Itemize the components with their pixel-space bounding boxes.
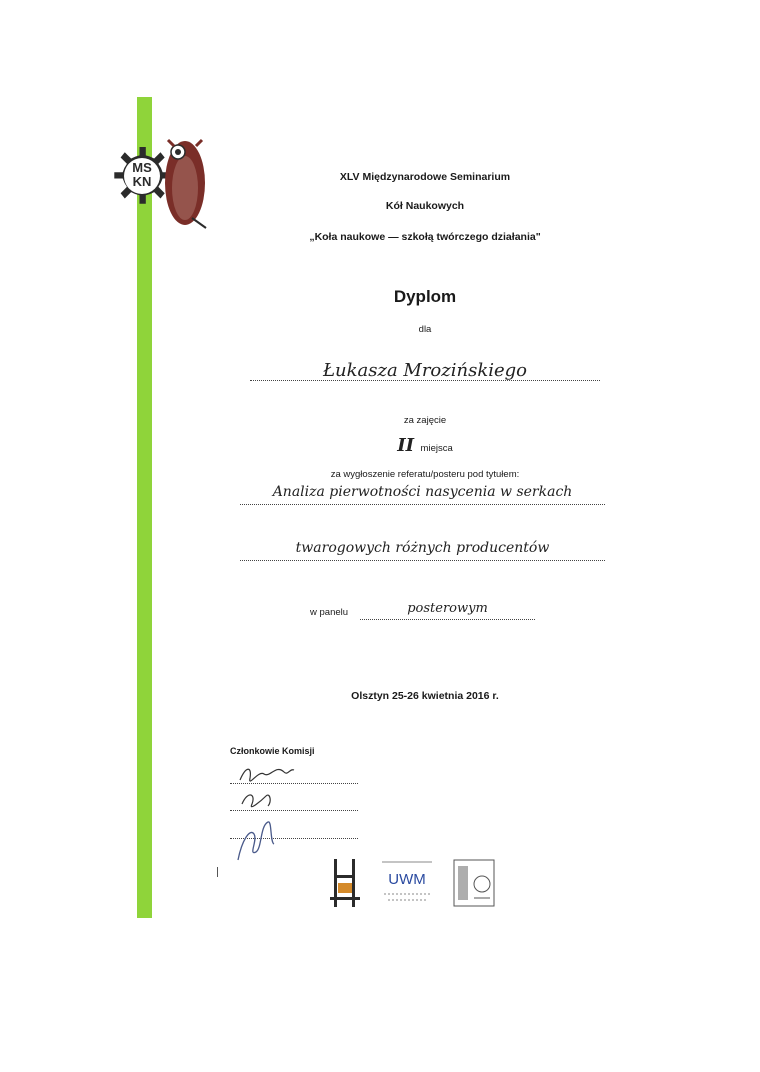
za-zajecie-label: za zajęcie — [403, 415, 447, 426]
presentation-label: za wygłoszenie referatu/posteru pod tytułem: — [330, 469, 520, 480]
tick-mark — [217, 867, 218, 877]
panel-value: posterowym — [407, 601, 488, 616]
diploma-title: Dyplom — [393, 287, 457, 306]
topic-text-1: Analiza pierwotności nasycenia w serkach — [272, 484, 573, 500]
seminar-subtitle: Kół Naukowych — [385, 200, 465, 212]
logo-text-bottom: KN — [132, 174, 152, 189]
for-label: dla — [418, 324, 432, 335]
topic-text-2: twarogowych różnych producentów — [295, 540, 550, 556]
place-date: Olsztyn 25-26 kwietnia 2016 r. — [351, 690, 499, 702]
topic-line-2 — [240, 560, 605, 561]
topic-line-1 — [240, 504, 605, 505]
committee-signatures — [228, 760, 368, 870]
panel-label: w panelu — [310, 607, 349, 618]
recipient-name: Łukasza Mrozińskiego — [322, 360, 528, 381]
place-row — [235, 435, 615, 456]
miejsca-label: miejsca — [420, 443, 453, 454]
uwm-logo — [378, 858, 436, 908]
mskn-owl-logo — [110, 118, 210, 238]
seminar-title: XLV Międzynarodowe Seminarium — [339, 171, 511, 183]
panel-line — [360, 619, 535, 620]
svg-text:UWM: UWM — [388, 871, 426, 888]
faculty-stamp-logo — [452, 858, 496, 908]
seminar-motto: „Koła naukowe — szkołą twórczego działania" — [309, 231, 541, 243]
place-number: II — [397, 435, 415, 456]
logo-text-top: MS — [132, 160, 152, 175]
owl-icon — [165, 140, 206, 228]
committee-label: Członkowie Komisji — [230, 746, 315, 756]
university-emblem-logo — [328, 855, 362, 911]
